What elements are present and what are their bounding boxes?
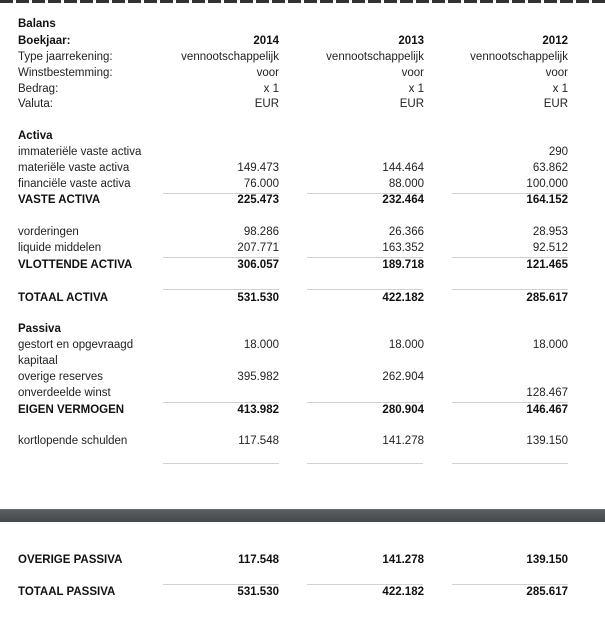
table-row (0, 337, 605, 353)
table-row (0, 433, 605, 449)
subtotal-divider (452, 463, 568, 464)
cell-2012: 18.000 (532, 339, 568, 351)
cell-2013: 262.904 (382, 371, 424, 383)
cell-2014: 117.548 (238, 554, 279, 566)
row-label: liquide middelen (18, 242, 102, 254)
cell-2012: 285.617 (526, 292, 568, 304)
year-2012: 2012 (542, 35, 568, 47)
cell-2013: 189.718 (382, 259, 424, 271)
row-label: gestort en opgevraagd (18, 339, 134, 351)
valuta-value: EUR (399, 98, 424, 110)
cell-2012: 100.000 (526, 178, 568, 190)
cell-2014: 395.982 (237, 371, 279, 383)
cell-2014: 531.530 (237, 292, 279, 304)
boekjaar-label: Boekjaar: (18, 35, 71, 47)
cell-2013: 232.464 (382, 194, 424, 206)
page-title: Balans (18, 18, 56, 30)
type-value: vennootschappelijk (326, 51, 424, 63)
cell-2012: 63.862 (532, 162, 568, 174)
bedrag-row (0, 81, 605, 97)
cell-2013: 422.182 (382, 586, 424, 598)
cell-2012: 164.152 (526, 194, 568, 206)
type-label: Type jaarrekening: (18, 51, 113, 63)
row-label: TOTAAL ACTIVA (18, 292, 109, 304)
cell-2013: 18.000 (388, 339, 424, 351)
cell-2012: 139.150 (526, 435, 568, 447)
page-break-band (0, 509, 605, 522)
activa-heading: Activa (18, 130, 53, 142)
cell-2012: 139.150 (526, 554, 568, 566)
winst-label: Winstbestemming: (18, 67, 113, 79)
cell-2014: 306.057 (237, 259, 279, 271)
cell-2014: 18.000 (243, 339, 279, 351)
row-label: vorderingen (18, 226, 79, 238)
boekjaar-row (0, 33, 605, 49)
row-label-continuation: kapitaal (18, 355, 58, 367)
subtotal-row (0, 402, 605, 418)
valuta-row (0, 96, 605, 112)
bedrag-value: x 1 (408, 83, 424, 95)
table-row (0, 369, 605, 385)
table-row (0, 224, 605, 240)
cell-2012: 121.465 (526, 259, 568, 271)
row-label: VASTE ACTIVA (18, 194, 101, 206)
bedrag-value: x 1 (263, 83, 279, 95)
cell-2013: 141.278 (382, 554, 424, 566)
cell-2013: 88.000 (388, 178, 424, 190)
winst-value: voor (256, 67, 279, 79)
subtotal-divider (163, 463, 279, 464)
type-value: vennootschappelijk (181, 51, 279, 63)
total-row (0, 584, 605, 600)
subtotal-row (0, 257, 605, 273)
cell-2014: 413.982 (237, 404, 279, 416)
valuta-value: EUR (254, 98, 279, 110)
passiva-heading: Passiva (18, 323, 61, 335)
cell-2013: 144.464 (382, 162, 424, 174)
row-label: VLOTTENDE ACTIVA (18, 259, 133, 271)
bedrag-label: Bedrag: (18, 83, 59, 95)
cell-2012: 290 (548, 146, 568, 158)
cell-2013: 141.278 (382, 435, 424, 447)
row-label: onverdeelde winst (18, 387, 111, 399)
subtotal-divider (307, 463, 423, 464)
cell-2012: 92.512 (532, 242, 568, 254)
row-label: immateriële vaste activa (18, 146, 142, 158)
cell-2012: 285.617 (526, 586, 568, 598)
table-row (0, 240, 605, 256)
cell-2013: 26.366 (388, 226, 424, 238)
valuta-label: Valuta: (18, 98, 53, 110)
table-row (0, 176, 605, 192)
year-2014: 2014 (253, 35, 279, 47)
type-value: vennootschappelijk (470, 51, 568, 63)
cell-2014: 117.548 (238, 435, 279, 447)
cell-2014: 225.473 (237, 194, 279, 206)
cell-2012: 146.467 (526, 404, 568, 416)
row-label: overige reserves (18, 371, 104, 383)
cell-2012: 28.953 (532, 226, 568, 238)
subtotal-row (0, 192, 605, 208)
cell-2014: 531.530 (237, 586, 279, 598)
row-label: kortlopende schulden (18, 435, 128, 447)
cell-2014: 98.286 (243, 226, 279, 238)
row-label: materiële vaste activa (18, 162, 130, 174)
title-row (0, 16, 605, 32)
row-label: EIGEN VERMOGEN (18, 404, 125, 416)
table-row-continuation (0, 353, 605, 369)
table-row (0, 144, 605, 160)
cell-2014: 149.473 (237, 162, 279, 174)
activa-heading-row (0, 128, 605, 144)
valuta-value: EUR (543, 98, 568, 110)
cell-2013: 280.904 (382, 404, 424, 416)
row-label: financiële vaste activa (18, 178, 131, 190)
top-dashed-divider (0, 0, 605, 3)
winst-value: voor (401, 67, 424, 79)
table-row (0, 160, 605, 176)
cell-2014: 207.771 (237, 242, 279, 254)
year-2013: 2013 (398, 35, 424, 47)
bedrag-value: x 1 (552, 83, 568, 95)
row-label: TOTAAL PASSIVA (18, 586, 116, 598)
cell-2012: 128.467 (526, 387, 568, 399)
passiva-heading-row (0, 321, 605, 337)
cell-2014: 76.000 (243, 178, 279, 190)
cell-2013: 422.182 (382, 292, 424, 304)
winst-row (0, 65, 605, 81)
table-row (0, 385, 605, 401)
total-row (0, 290, 605, 306)
subtotal-row (0, 552, 605, 568)
cell-2013: 163.352 (382, 242, 424, 254)
row-label: OVERIGE PASSIVA (18, 554, 123, 566)
winst-value: voor (545, 67, 568, 79)
type-row (0, 49, 605, 65)
